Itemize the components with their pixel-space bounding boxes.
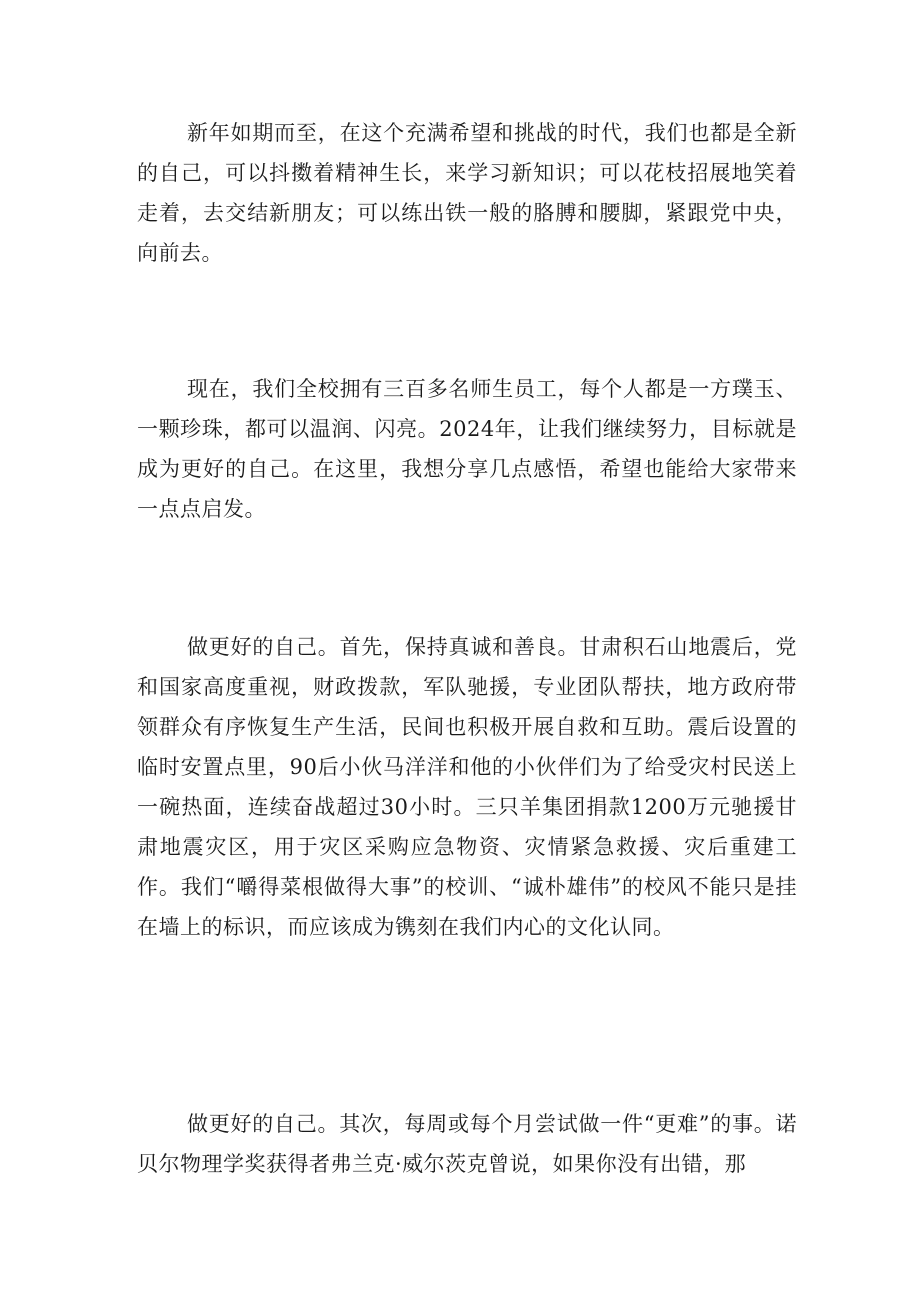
paragraph-sincerity-kindness: 做更好的自己。首先，保持真诚和善良。甘肃积石山地震后，党和国家高度重视，财政拨款，军队驰援，专业团队帮扶，地方政府带领群众有序恢复生产生活，民间也积极开展自救和互助。震后设置的临时安置点里，90后小伙马洋洋和他的小伙伴们为了给受灾村民送上一碗热面，连续奋战超过30小时。三只羊集团捐款1200万元驰援甘肃地震灾区，用于灾区采购应急物资、灾情紧急救援、灾后重建工作。我们“嚼得菜根做得大事”的校训、“诚朴雄伟”的校风不能只是挂在墙上的标识，而应该成为镌刻在我们内心的文化认同。 xyxy=(137,635,797,939)
paragraph-school-goal: 现在，我们全校拥有三百多名师生员工，每个人都是一方璞玉、一颗珍珠，都可以温润、闪亮。2024年，让我们继续努力，目标就是成为更好的自己。在这里，我想分享几点感悟，希望也能给大家带来一点点启发。 xyxy=(137,377,797,521)
paragraph-harder-things: 做更好的自己。其次，每周或每个月尝试做一件“更难”的事。诺贝尔物理学奖获得者弗兰克·威尔茨克曾说，如果你没有出错，那 xyxy=(137,1112,797,1176)
paragraph-new-year: 新年如期而至，在这个充满希望和挑战的时代，我们也都是全新的自己，可以抖擞着精神生长，来学习新知识；可以花枝招展地笑着走着，去交结新朋友；可以练出铁一般的胳膊和腰脚，紧跟党中央，向前去。 xyxy=(137,121,797,265)
